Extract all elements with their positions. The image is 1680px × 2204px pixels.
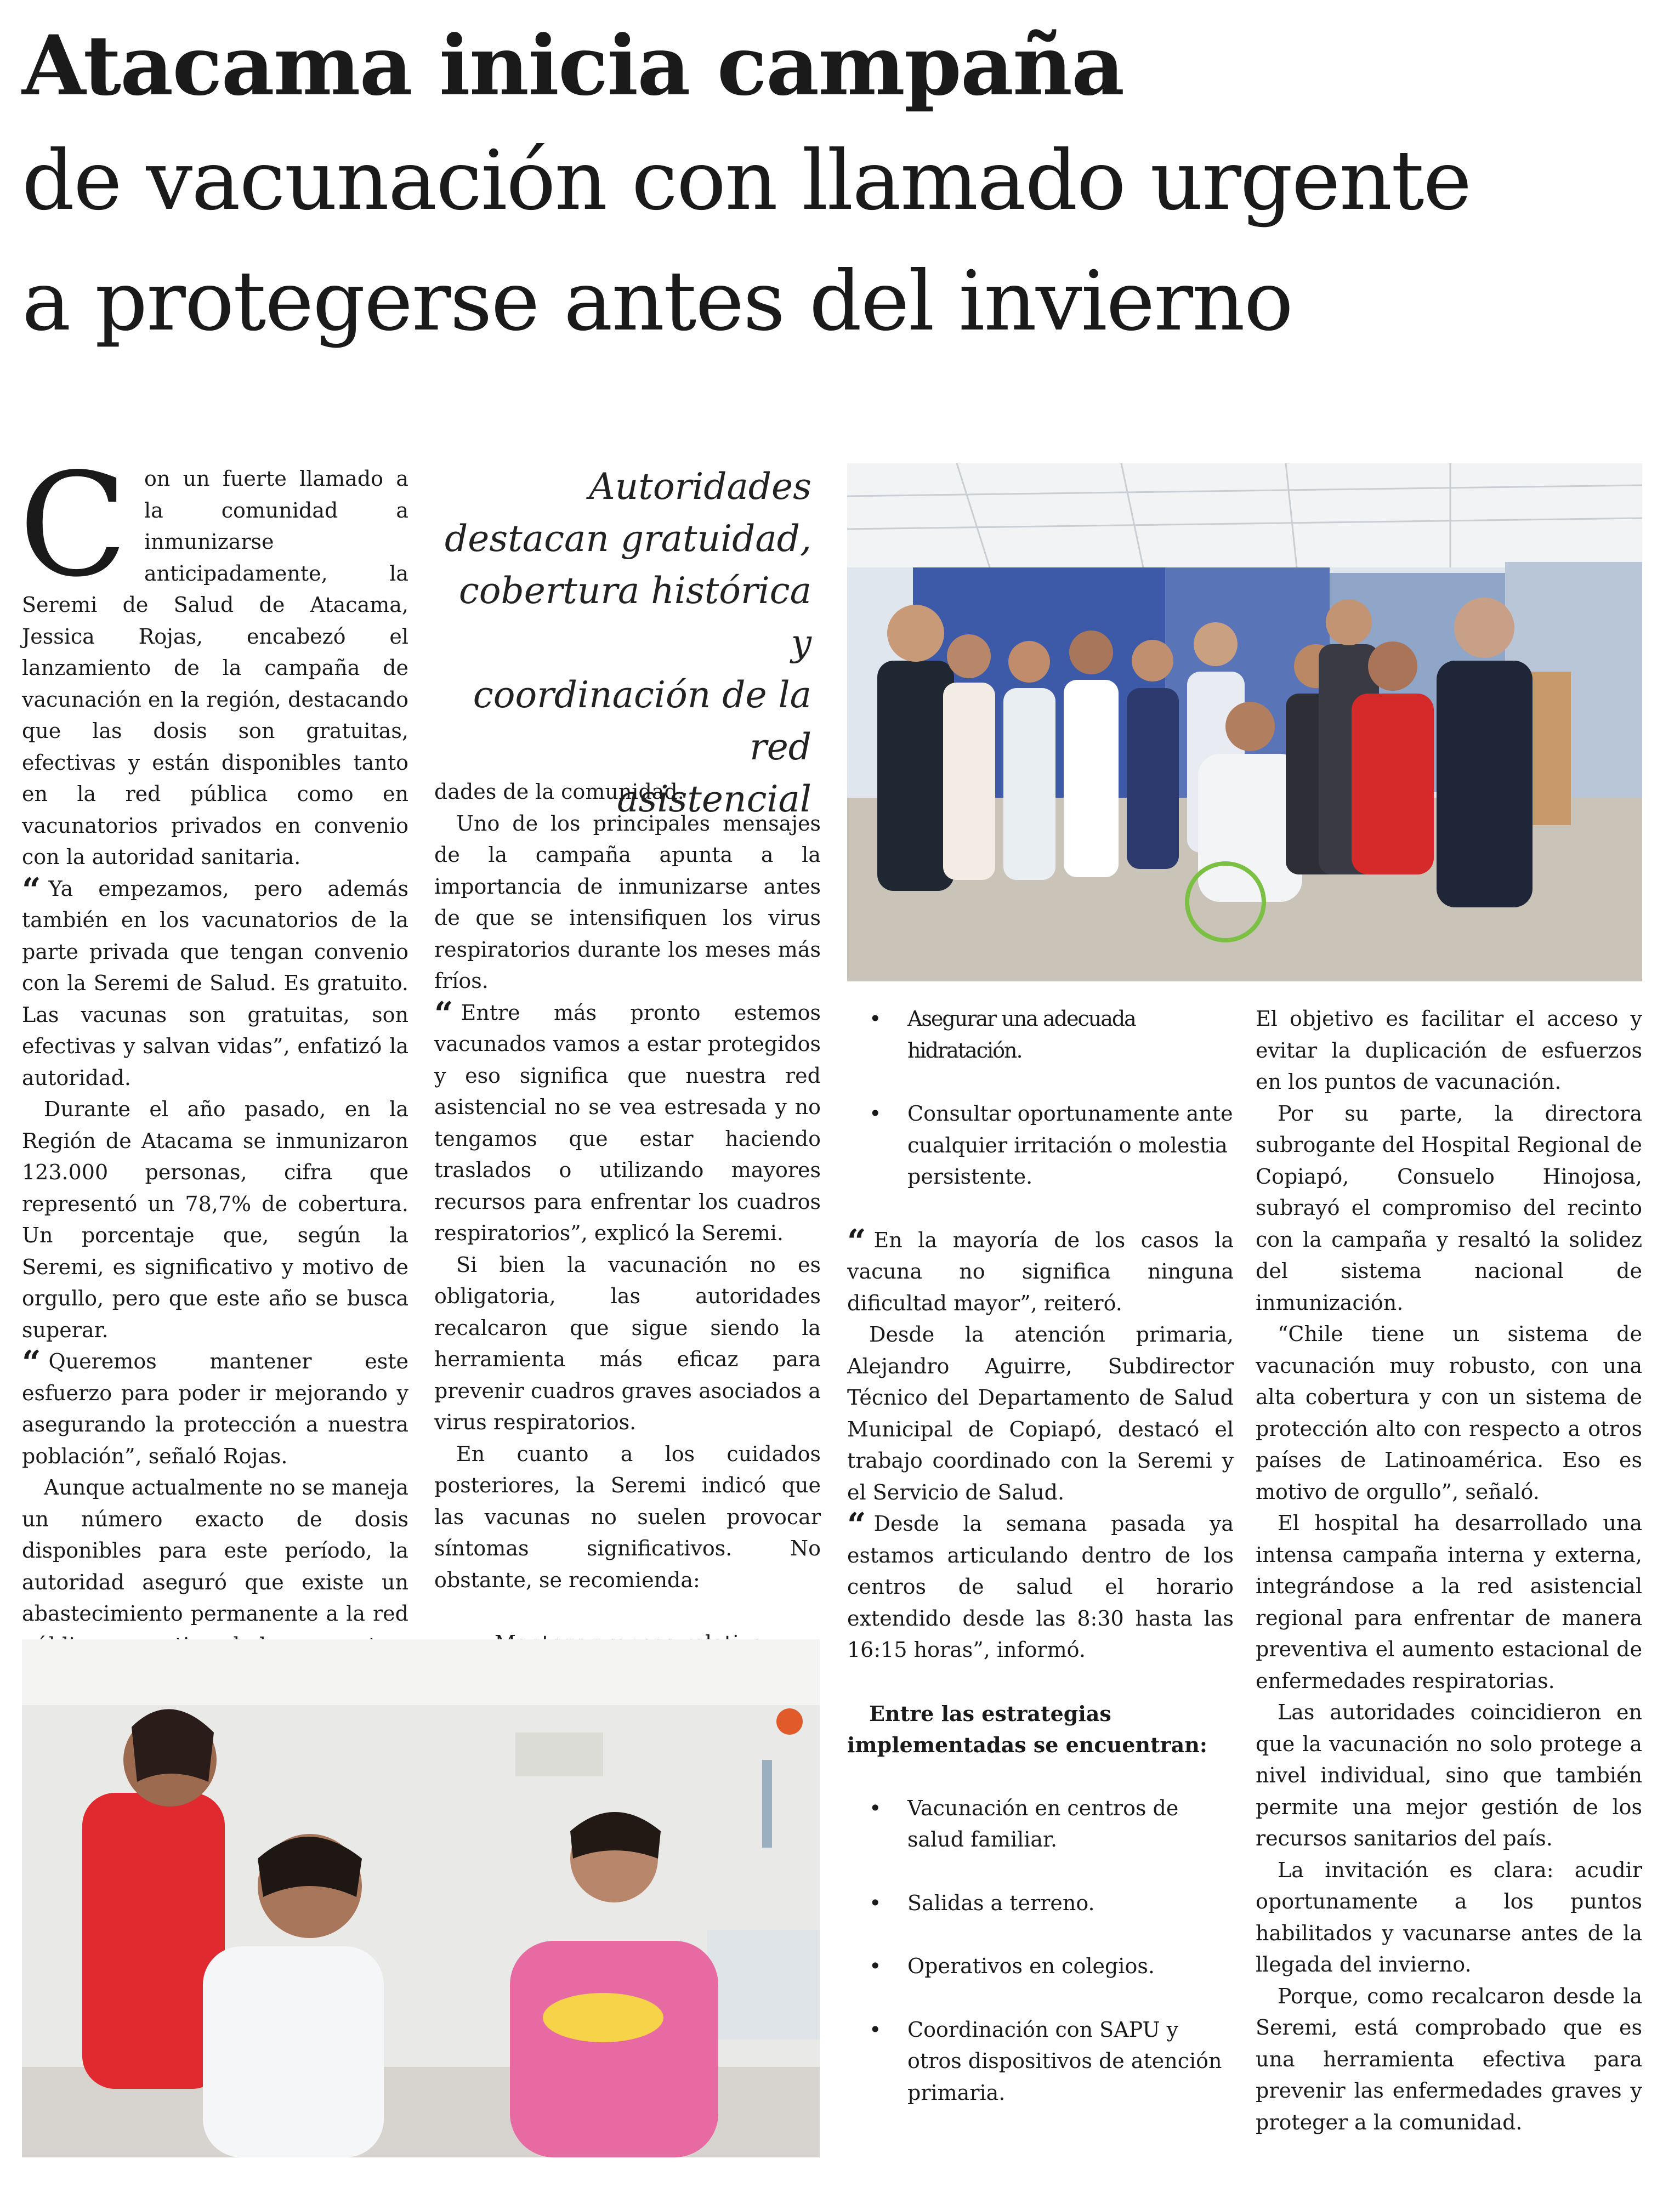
paragraph: El objetivo es facilitar el acceso y evitar la duplicación de esfuerzos en los puntos de vacunación. [1256,1007,1642,1094]
lead-paragraph: Con un fuerte llamado a la comunidad a inmunizarse anticipadamente, la Seremi de Salud de Atacama, Jessica Rojas, encabezó el lanzamiento de la campaña de vacunación en la región, destacando que las dosis son gratuitas, efectivas y están disponibles tanto en la red pública como en vacunatorios privados en convenio con la autoridad sanitaria. [19,443,408,869]
strategies-subhead: Entre las estrategias implementadas se encuentran: [847,1701,1207,1757]
quote-paragraph: “ Queremos mantener este esfuerzo para poder ir mejorando y asegurando la protección a nuestra población”, señaló Rojas. [22,1344,408,1468]
paragraph: El hospital ha desarrollado una intensa campaña interna y externa, integrándose a la red asistencial regional para enfrentar de manera preventiva el aumento estacional de enfermedades respiratorias. [1256,1511,1642,1693]
list-item: • Asegurar una adecuada hidratación. [847,1003,1234,1066]
quote-paragraph: “ Entre más pronto estemos vacunados vamos a estar protegidos y eso significa que nuestra red asistencial no se vea estresada y no tengamos que estar haciendo traslados o utilizando mayores recursos para enfrentar los cuadros respiratorios”, explicó la Seremi. [434,995,821,1245]
quote-mark-icon: “ [22,871,41,910]
quote-mark-icon: “ [847,1222,866,1261]
photo-maternity-image [22,1639,820,2157]
pull-quote-line: asistencial [617,778,811,820]
headline-line-1: Atacama inicia campaña [22,18,1124,114]
column-2 [434,776,821,1660]
list-item: • Vacunación en centros de salud familiar. [847,1793,1234,1856]
pull-quote-line: coordinación de la red [473,674,811,768]
paragraph: Desde la atención primaria, Alejandro Aguirre, Subdirector Técnico del Departamento de Salud Municipal de Copiapó, destacó el trabajo coordinado con la Seremi y el Servicio de Salud. [847,1322,1234,1504]
list-item: • Consultar oportunamente ante cualquier irritación o molestia persistente. [847,1098,1234,1193]
headline-line-2: de vacunación con llamado urgente [22,133,1471,229]
quote-paragraph: “ En la mayoría de los casos la vacuna no significa ninguna dificultad mayor”, reiteró. [847,1222,1234,1315]
paragraph: Porque, como recalcaron desde la Seremi, está comprobado que es una herramienta efectiva para prevenir las enfermedades graves y proteger a la comunidad. [1256,1984,1642,2134]
recommendation-list-continued [847,1003,1234,1193]
headline-line-3: a protegerse antes del invierno [22,254,1292,349]
quote-paragraph: “ Desde la semana pasada ya estamos articulando dentro de los centros de salud el horario extendido desde las 8:30 hasta las 16:15 horas”, informó. [847,1506,1234,1662]
column-3 [847,1003,1234,2109]
headline [22,11,1656,362]
photo-maternity-room [22,1639,820,2157]
strategies-list [847,1793,1234,2109]
drop-cap: C [19,443,128,609]
paragraph: Si bien la vacunación no es obligatoria, las autoridades recalcaron que sigue siendo la herramienta más eficaz para prevenir cuadros graves asociados a virus respiratorios. [434,1252,821,1434]
pull-quote-line: cobertura histórica y [458,570,811,664]
column-4 [1256,1003,1642,2138]
quote-paragraph: “ Ya empezamos, pero además también en los vacunatorios de la parte privada que tengan convenio con la Seremi de Salud. Es gratuito. Las vacunas son gratuitas, son efectivas y salvan vidas”, enfatizó la autoridad. [22,871,408,1090]
quote-mark-icon: “ [847,1506,866,1544]
quote-mark-icon: “ [22,1344,41,1382]
photo-group-image [847,463,1642,981]
quote-mark-icon: “ [434,995,453,1033]
paragraph: “Chile tiene un sistema de vacunación muy robusto, con una alta cobertura y con un sistema de protección alto con respecto a otros países de Latinoamérica. Eso es motivo de orgullo”, señaló. [1256,1322,1642,1504]
paragraph: dades de la comunidad. [434,780,684,804]
paragraph: La invitación es clara: acudir oportunamente a los puntos habilitados y vacunarse antes de la llegada del invierno. [1256,1858,1642,1976]
pull-quote [439,461,811,825]
list-item: • Coordinación con SAPU y otros dispositivos de atención primaria. [847,2014,1234,2109]
list-item: • Salidas a terreno. [847,1888,1234,1919]
paragraph: En cuanto a los cuidados posteriores, la Seremi indicó que las vacunas no suelen provocar síntomas significativos. No obstante, se recomienda: [434,1441,821,1592]
pull-quote-line: Autoridades [589,465,811,508]
photo-group-hospital [847,463,1642,981]
column-1 [19,443,408,1693]
paragraph: Aunque actualmente no se maneja un número exacto de dosis disponibles para este período, la autoridad aseguró que existe un abastecimiento permanente a la red [22,1475,408,1626]
paragraph: Por su parte, la directora subrogante del Hospital Regional de Copiapó, Consuelo Hinojosa, subrayó el compromiso del recinto con la campaña y resaltó la solidez del sistema nacional de inmunización. [1256,1101,1642,1315]
paragraph: Durante el año pasado, en la Región de Atacama se inmunizaron 123.000 personas, cifra que representó un 78,7% de cobertura. Un porcentaje que, según la Seremi, es significativo y motivo de orgullo, pero que este año se busca superar. [22,1097,408,1342]
paragraph: Las autoridades coincidieron en que la vacunación no solo protege a nivel individual, sino que también permite una mejor gestión de los recursos sanitarios del país. [1256,1700,1642,1850]
pull-quote-line: destacan gratuidad, [445,518,811,560]
list-item: • Operativos en colegios. [847,1951,1234,1983]
paragraph: Uno de los principales mensajes de la campaña apunta a la importancia de inmunizarse antes de que se intensifiquen los virus respiratorios durante los meses más fríos. [434,811,821,993]
